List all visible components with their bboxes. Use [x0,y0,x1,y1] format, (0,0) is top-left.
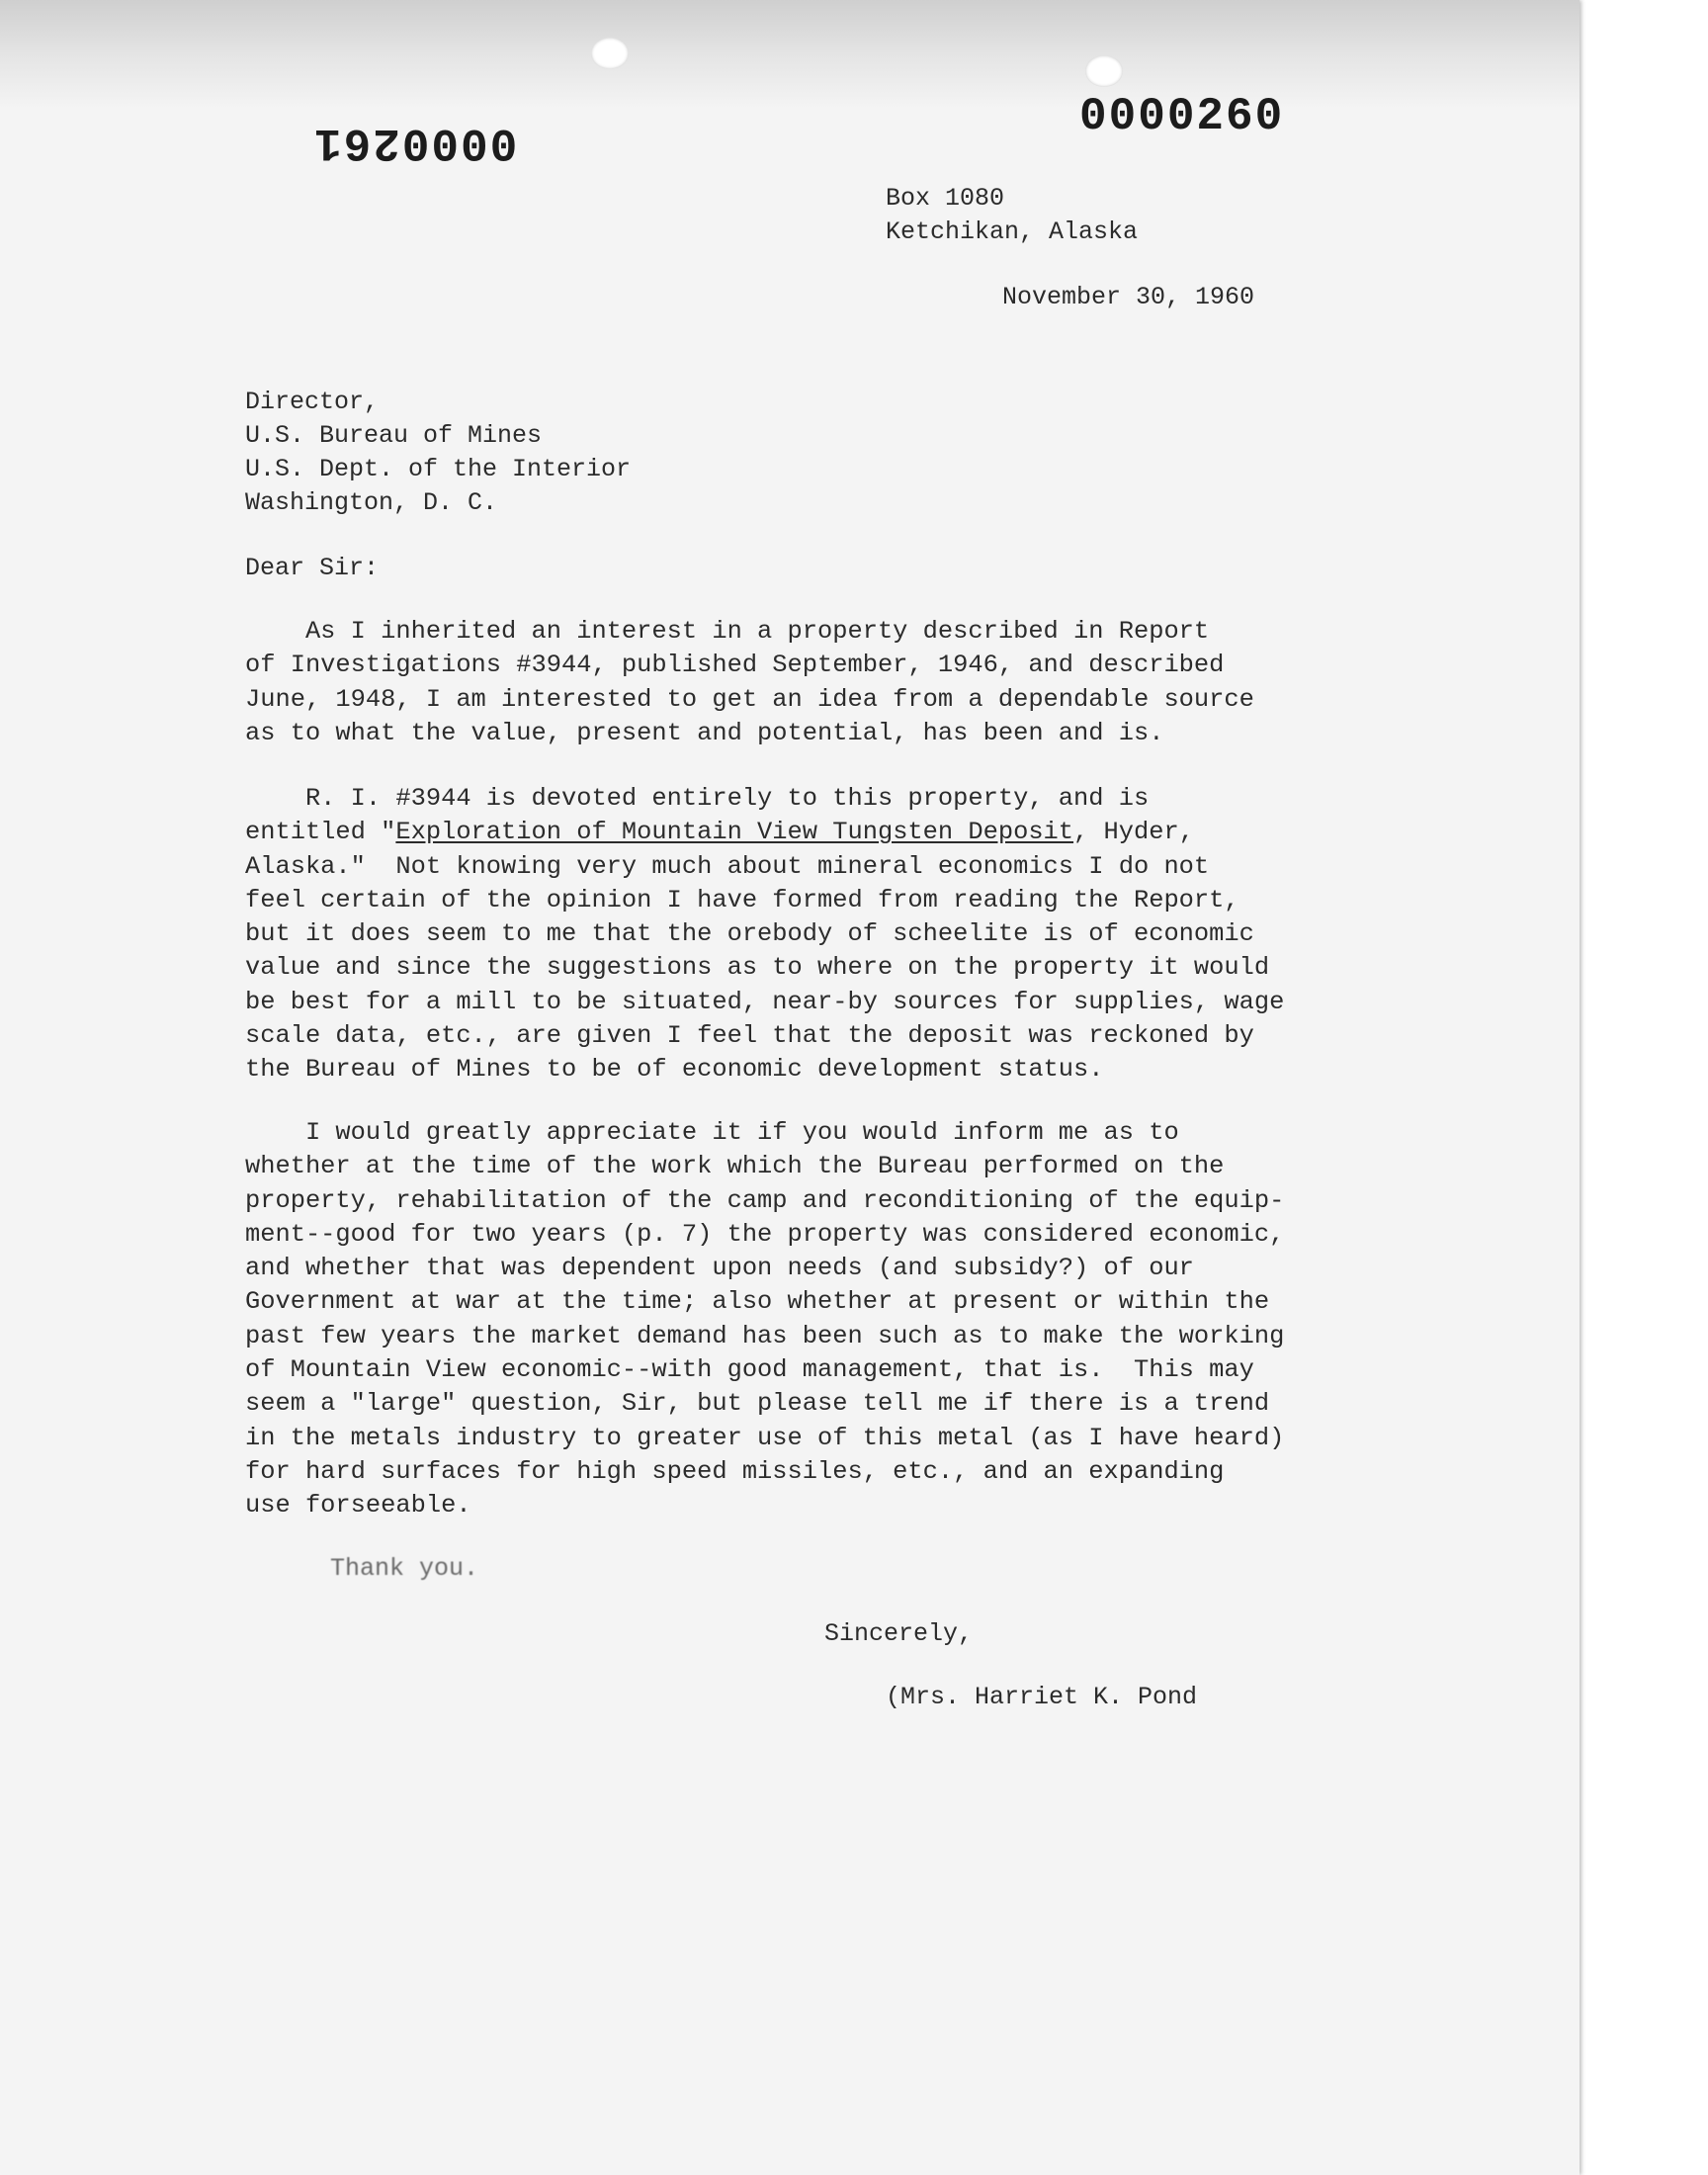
closing: Sincerely, [824,1619,974,1648]
signature-name: (Mrs. Harriet K. Pond [886,1683,1198,1711]
text-line: the Bureau of Mines to be of economic development status. [245,1055,1104,1085]
text-line: ment--good for two years (p. 7) the property was considered economic, [245,1219,1285,1249]
text-line: in the metals industry to greater use of this metal (as I have heard) [245,1423,1285,1452]
text-line: I would greatly appreciate it if you would inform me as to [245,1118,1179,1147]
text-line: property, rehabilitation of the camp and reconditioning of the equip- [245,1185,1285,1215]
paragraph-2 [245,782,1284,1088]
salutation: Dear Sir: [245,554,380,582]
text-line: past few years the market demand has been such as to make the working [245,1321,1285,1350]
text-line: Government at war at the time; also whether at present or within the [245,1287,1270,1317]
recipient-line: Director, [245,388,380,416]
page-number-stamp-left: 0000261 [312,117,518,168]
text-line: and whether that was dependent upon needs (and subsidy?) of our [245,1254,1194,1283]
title-suffix: , Hyder, [1073,818,1194,847]
text-line: be best for a mill to be situated, near-by sources for supplies, wage [245,987,1285,1016]
text-line: value and since the suggestions as to where on the property it would [245,953,1270,983]
text-line: but it does seem to me that the orebody of scheelite is of economic [245,919,1254,949]
text-line: of Investigations #3944, published September, 1946, and described [245,651,1225,680]
recipient-line: U.S. Bureau of Mines [245,421,543,450]
report-title: Exploration of Mountain View Tungsten Deposit [395,818,1074,847]
page-number-stamp-right: 0000260 [1079,91,1285,142]
title-prefix: entitled " [245,818,396,847]
text-line: As I inherited an interest in a property described in Report [245,617,1210,646]
text-line: for hard surfaces for high speed missiles, etc., and an expanding [245,1456,1225,1486]
text-line: scale data, etc., are given I feel that the deposit was reckoned by [245,1021,1254,1051]
text-line: of Mountain View economic--with good management, that is. This may [245,1355,1254,1385]
recipient-line: U.S. Dept. of the Interior [245,455,632,483]
paragraph-1 [245,615,1254,750]
scan-shadow-band [0,0,1580,109]
text-line: feel certain of the opinion I have formed from reading the Report, [245,885,1239,914]
text-line: June, 1948, I am interested to get an idea from a dependable source [245,684,1254,714]
text-line: seem a "large" question, Sir, but please tell me if there is a trend [245,1389,1270,1419]
text-line: use forseeable. [245,1491,471,1521]
punch-hole-left [591,38,629,69]
punch-hole-right [1085,55,1123,87]
thanks-line: Thank you. [330,1554,479,1583]
sender-address-line: Ketchikan, Alaska [886,218,1139,246]
text-line [245,816,1284,849]
recipient-line: Washington, D. C. [245,488,498,517]
paragraph-3 [245,1116,1284,1523]
sender-address [886,182,1138,249]
text-line: whether at the time of the work which the Bureau performed on the [245,1152,1225,1181]
letter-date: November 30, 1960 [1002,283,1255,311]
sender-address-line: Box 1080 [886,184,1005,213]
text-line: as to what the value, present and potential, has been and is. [245,718,1164,747]
text-line: Alaska." Not knowing very much about mineral economics I do not [245,851,1210,881]
text-line: R. I. #3944 is devoted entirely to this property, and is [245,784,1150,813]
recipient-address [245,386,631,520]
